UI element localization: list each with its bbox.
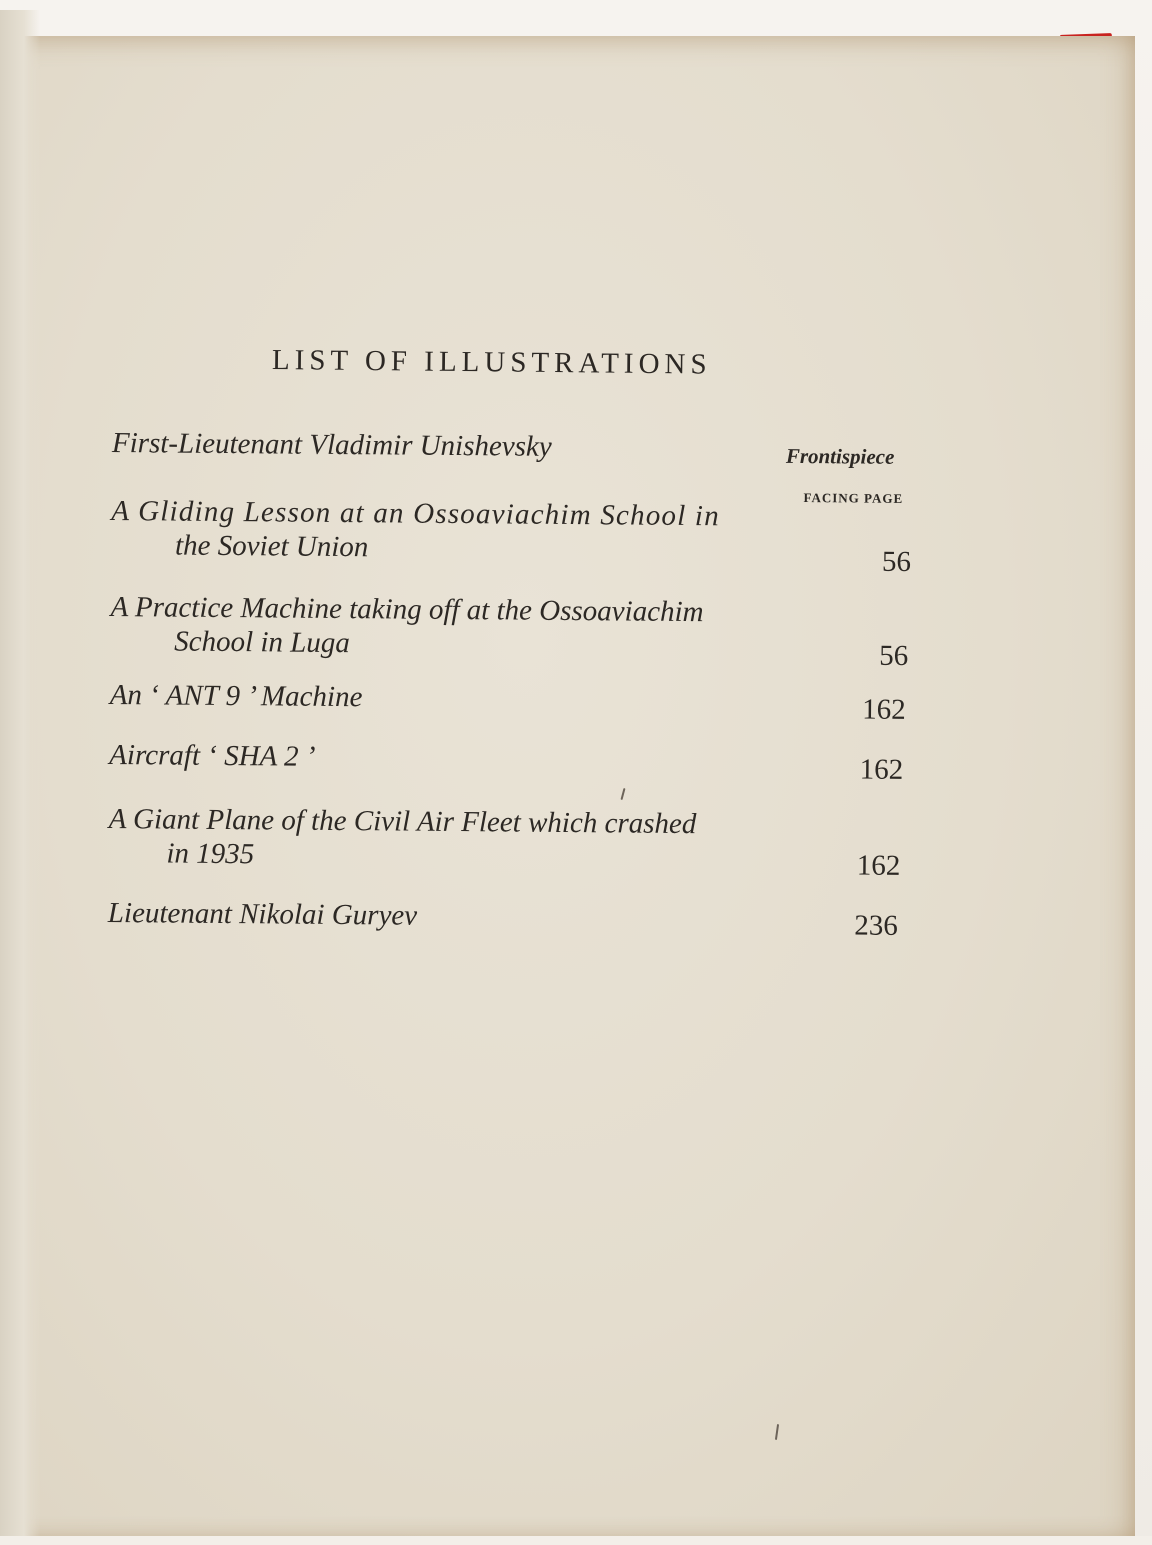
illustration-page-number: 56 xyxy=(881,545,912,578)
illustration-title-line: Aircraft ‘ SHA 2 ’ xyxy=(109,738,316,773)
illustration-page-number: 56 xyxy=(879,639,909,672)
illustration-title-line: An ‘ ANT 9 ’ Machine xyxy=(109,678,363,714)
illustration-title-line: the Soviet Union xyxy=(174,529,369,564)
illustration-page-number: 236 xyxy=(854,909,898,942)
illustration-title-line: in 1935 xyxy=(166,837,255,871)
illustration-title-line: A Gliding Lesson at an Ossoaviachim School in xyxy=(111,494,720,533)
illustration-page-number: 162 xyxy=(862,693,906,726)
illustration-page-number: 162 xyxy=(859,753,904,786)
illustration-title-line: School in Luga xyxy=(174,625,351,660)
illustration-title-line: A Giant Plane of the Civil Air Fleet which crashed xyxy=(108,802,697,841)
facing-page-label: FACING PAGE xyxy=(803,490,904,506)
illustration-title-line: A Practice Machine taking off at the Ossoaviachim xyxy=(110,590,704,629)
page-heading: LIST OF ILLUSTRATIONS xyxy=(271,344,712,381)
illustration-page-number: 162 xyxy=(856,849,901,882)
frontispiece-label: Frontispiece xyxy=(785,443,895,469)
illustration-title-line: Lieutenant Nikolai Guryev xyxy=(107,896,418,932)
illustration-title-line: First-Lieutenant Vladimir Unishevsky xyxy=(111,427,552,463)
